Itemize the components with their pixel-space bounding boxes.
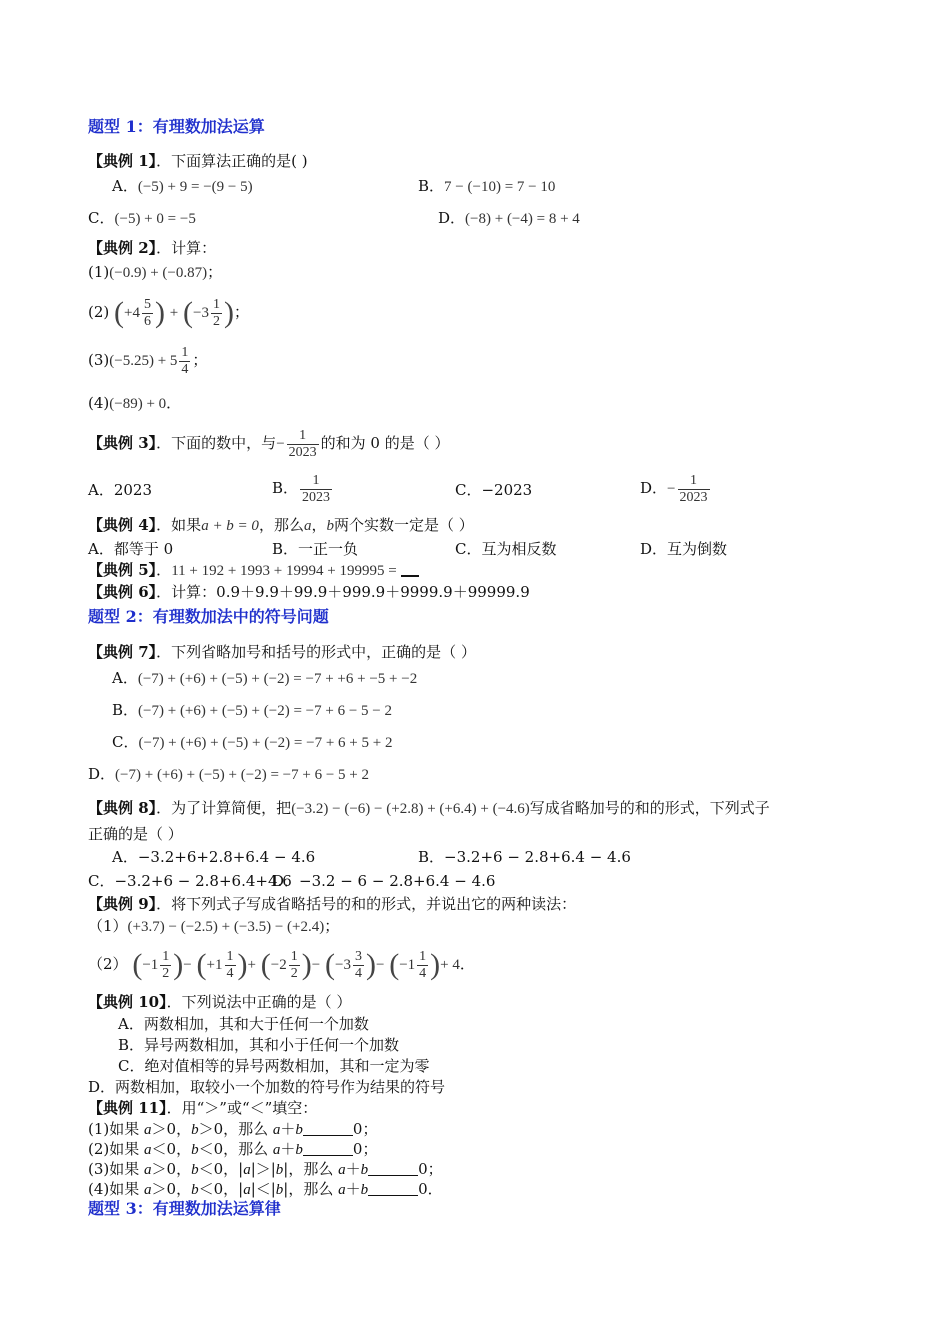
example-9-stem — [88, 894, 576, 914]
example-3-option-c: C．−2023 — [455, 481, 533, 499]
stem-text: ， — [311, 516, 327, 534]
numerator: 1 — [181, 344, 189, 360]
numerator: 1 — [312, 472, 320, 488]
text: |，那么 — [283, 1160, 339, 1178]
term-whole: +1 — [206, 957, 223, 973]
variable: a — [243, 1162, 251, 1178]
operator: − — [183, 957, 192, 973]
example-9-part-1 — [88, 916, 339, 937]
denominator: 2023 — [302, 489, 331, 505]
text: ＋ — [345, 1180, 361, 1198]
example-11-tag: 【典例 11】 — [88, 1099, 167, 1117]
fraction — [160, 949, 171, 982]
part-label: (4) — [88, 394, 110, 412]
text: ＜0， — [151, 1140, 192, 1158]
part-math: (−89) + 0 — [109, 396, 167, 412]
variable: b — [275, 1162, 284, 1178]
denominator: 2 — [213, 313, 220, 329]
stem-text: ．下面的数中，与 — [156, 434, 277, 452]
stem-text: ．计算：0.9＋9.9＋99.9＋999.9＋9999.9＋99999.9 — [156, 583, 530, 601]
minus-sign: − — [667, 481, 676, 497]
option-label: D． — [88, 765, 116, 783]
mixed-term-1: ( −1 $\frac{1}{2}$ ) — [132, 943, 183, 987]
section-3-title: 题型 3：有理数加法运算律 — [88, 1199, 281, 1218]
text: ＜0，| — [198, 1180, 244, 1198]
variable: b — [295, 1142, 303, 1158]
operator: − — [311, 957, 321, 973]
option-label: D． — [640, 479, 668, 497]
part-end: ； — [207, 263, 223, 281]
part-math: (−0.9) + (−0.87) — [109, 265, 208, 281]
mixed-term-5: ( −1 $\frac{1}{4}$ ) — [389, 943, 440, 987]
term-whole: −1 — [399, 957, 416, 973]
example-3-stem — [88, 424, 450, 464]
variable-b: b — [326, 518, 334, 534]
example-10-option-a: A．两数相加，其和大于任何一个加数 — [118, 1015, 369, 1033]
part-end: ． — [459, 955, 475, 973]
example-10-option-b: B．异号两数相加，其和小于任何一个加数 — [118, 1036, 400, 1054]
example-5-tag: 【典例 5】 — [88, 561, 157, 579]
stem-text: ． — [156, 561, 172, 579]
example-4-option-c: C．互为相反数 — [455, 540, 557, 558]
variable: b — [191, 1122, 199, 1138]
text: ＋ — [280, 1140, 296, 1158]
example-11-part-2 — [88, 1139, 377, 1160]
option-label: B． — [272, 479, 299, 497]
variable: a — [272, 1142, 281, 1158]
example-8-tag: 【典例 8】 — [88, 799, 157, 817]
variable: a — [144, 1162, 152, 1178]
example-4-stem — [88, 515, 474, 536]
option-b-label: B． — [418, 177, 445, 195]
option-d-label: D． — [438, 209, 466, 227]
example-6-tag: 【典例 6】 — [88, 583, 157, 601]
example-8-option-d: D．−3.2 − 6 − 2.8+6.4 − 4.6 — [272, 872, 496, 890]
stem-text: ．将下列式子写成省略括号的和的形式，并说出它的两种读法： — [156, 895, 577, 913]
section-2-title: 题型 2：有理数加法中的符号问题 — [88, 607, 329, 626]
part-label: (1) — [88, 263, 110, 281]
stem-text: ，那么 — [258, 516, 304, 534]
text: (4)如果 — [88, 1180, 145, 1198]
option-b-math: 7 − (−10) = 7 − 10 — [444, 179, 556, 195]
option-math: (−7) + (+6) + (−5) + (−2) = −7 + +6 + −5 + −2 — [137, 671, 418, 687]
text: (1)如果 — [88, 1120, 145, 1138]
example-8-stem — [88, 798, 770, 819]
example-3-tag: 【典例 3】 — [88, 434, 157, 452]
example-2-part-4 — [88, 393, 181, 414]
text: (3)如果 — [88, 1160, 145, 1178]
answer-blank[interactable] — [303, 1121, 353, 1136]
numerator: 3 — [354, 948, 362, 964]
example-4-option-a: A．都等于 0 — [88, 540, 174, 558]
answer-blank[interactable] — [303, 1141, 353, 1156]
numerator: 1 — [419, 948, 427, 964]
text: ＋ — [280, 1120, 296, 1138]
section-1-title: 题型 1：有理数加法运算 — [88, 117, 265, 136]
example-10-option-d: D．两数相加，取较小一个加数的符号作为结果的符号 — [88, 1078, 446, 1096]
example-3-option-b — [272, 468, 334, 510]
example-5-stem — [88, 560, 419, 581]
denominator: 2 — [162, 965, 170, 981]
denominator: 4 — [181, 361, 189, 377]
numerator: 1 — [690, 472, 697, 488]
expression-math: (−3.2) − (−6) − (+2.8) + (+6.4) + (−4.6) — [291, 801, 530, 817]
part-label: (3) — [88, 351, 110, 369]
variable: b — [360, 1182, 369, 1198]
fraction — [300, 473, 332, 506]
variable: a — [338, 1182, 346, 1198]
stem-text: 写成省略加号的和的形式，下列式子 — [529, 799, 770, 817]
option-d-math: (−8) + (−4) = 8 + 4 — [465, 211, 580, 227]
example-7-tag: 【典例 7】 — [88, 643, 157, 661]
term-whole: −1 — [142, 957, 159, 973]
option-label: B． — [112, 701, 139, 719]
text: |＜| — [250, 1180, 276, 1198]
example-11-part-3 — [88, 1159, 443, 1180]
variable: a — [144, 1182, 152, 1198]
example-11-part-4 — [88, 1179, 443, 1200]
variable: b — [295, 1122, 303, 1138]
option-math: (−7) + (+6) + (−5) + (−2) = −7 + 6 − 5 + 2 — [115, 767, 370, 783]
example-10-tag: 【典例 10】 — [88, 993, 167, 1011]
example-11-stem — [88, 1098, 317, 1118]
text: 0； — [352, 1120, 378, 1138]
expression-math: 11 + 192 + 1993 + 19994 + 199995 = — [171, 563, 397, 579]
term-whole: −2 — [270, 957, 287, 973]
example-1-option-b — [418, 176, 555, 197]
text: ＜0，| — [198, 1160, 244, 1178]
example-6-stem — [88, 582, 530, 602]
fraction — [353, 949, 364, 982]
example-7-stem — [88, 642, 476, 662]
numerator: 5 — [144, 296, 151, 312]
text: |＞| — [250, 1160, 276, 1178]
part-math: (+3.7) − (−2.5) + (−3.5) − (+2.4) — [127, 919, 325, 935]
variable: b — [191, 1142, 199, 1158]
variable: a — [272, 1122, 281, 1138]
part-end: ； — [324, 917, 340, 935]
example-1-option-d — [438, 208, 580, 229]
part-label: （1） — [88, 917, 128, 935]
mixed-term-1: ( +4 $\frac{5}{6}$ ) — [114, 293, 165, 333]
stem-text: ．下列省略加号和括号的形式中，正确的是（ ） — [156, 643, 476, 661]
numerator: 1 — [290, 948, 298, 964]
text: ＞0， — [151, 1120, 192, 1138]
option-a-math: (−5) + 9 = −(9 − 5) — [137, 179, 253, 195]
answer-blank[interactable] — [368, 1161, 418, 1176]
text: 0； — [352, 1140, 378, 1158]
stem-text: ．下列说法中正确的是（ ） — [166, 993, 352, 1011]
denominator: 6 — [144, 313, 151, 329]
example-1-option-a — [112, 176, 253, 197]
stem-text: 的和为 0 的是（ ） — [320, 434, 450, 452]
text: (2)如果 — [88, 1140, 145, 1158]
example-10-stem — [88, 992, 351, 1012]
text: ＞0，那么 — [198, 1120, 273, 1138]
fraction — [211, 297, 222, 330]
variable: a — [338, 1162, 346, 1178]
variable: a — [243, 1182, 251, 1198]
fraction — [142, 297, 153, 330]
fraction — [225, 949, 236, 982]
example-1-tag: 【典例 1】 — [88, 152, 157, 170]
example-8-option-b: B．−3.2+6 − 2.8+6.4 − 4.6 — [418, 848, 631, 866]
example-2-part-2 — [88, 292, 249, 334]
fraction — [289, 949, 300, 982]
variable: b — [360, 1162, 369, 1178]
option-math: (−7) + (+6) + (−5) + (−2) = −7 + 6 − 5 − 2 — [138, 703, 393, 719]
text: 0． — [418, 1180, 443, 1198]
denominator: 4 — [226, 965, 234, 981]
mixed-term-2: ( +1 $\frac{1}{4}$ ) — [197, 943, 248, 987]
example-4-tag: 【典例 4】 — [88, 516, 157, 534]
stem-text: ．如果 — [156, 516, 202, 534]
denominator: 2 — [290, 965, 298, 981]
example-7-option-d — [88, 764, 369, 785]
example-4-option-d: D．互为倒数 — [640, 540, 728, 558]
part-label: （2） — [88, 955, 128, 973]
operator: − — [375, 957, 385, 973]
variable: b — [191, 1162, 199, 1178]
mixed-term-4: ( −3 $\frac{3}{4}$ ) — [325, 943, 376, 987]
example-11-part-1 — [88, 1119, 377, 1140]
denominator: 2023 — [679, 489, 708, 505]
example-1-stem — [88, 151, 308, 171]
variable-a: a — [303, 518, 312, 534]
numerator: 1 — [226, 948, 234, 964]
example-3-option-d — [640, 468, 712, 510]
mixed-term-3: ( −2 $\frac{1}{2}$ ) — [261, 943, 312, 987]
term-whole: −3 — [334, 957, 351, 973]
denominator: 4 — [419, 965, 427, 981]
denominator: 2023 — [288, 444, 317, 460]
example-3-option-a: A．2023 — [88, 481, 153, 499]
variable: b — [275, 1182, 284, 1198]
part-end: ． — [166, 394, 182, 412]
variable: a — [144, 1122, 152, 1138]
text: ＜0，那么 — [198, 1140, 273, 1158]
part-label: (2) — [88, 303, 110, 321]
option-label: C． — [112, 733, 139, 751]
stem-text: ．用“＞”或“＜”填空： — [166, 1099, 318, 1117]
answer-blank[interactable] — [401, 563, 419, 577]
plus-sign: + — [169, 305, 179, 321]
example-2-part-1 — [88, 262, 222, 283]
example-1-option-c — [88, 208, 196, 229]
example-7-option-a — [112, 668, 417, 689]
mixed-term-2: ( −3 $\frac{1}{2}$ ) — [183, 293, 234, 333]
fraction — [417, 949, 428, 982]
denominator: 4 — [354, 965, 362, 981]
part-end: ； — [192, 351, 208, 369]
minus-sign: − — [276, 436, 285, 452]
variable: b — [191, 1182, 199, 1198]
fraction — [287, 428, 319, 461]
example-10-option-c: C．绝对值相等的异号两数相加，其和一定为零 — [118, 1057, 430, 1075]
numerator: 1 — [299, 427, 307, 443]
answer-blank[interactable] — [368, 1181, 418, 1196]
part-math: (−5.25) + 5 — [109, 353, 178, 369]
example-4-option-b: B．一正一负 — [272, 540, 359, 558]
example-2-tag: 【典例 2】 — [88, 239, 157, 257]
example-7-option-c — [112, 732, 392, 753]
text: |，那么 — [283, 1180, 339, 1198]
term-whole: −3 — [193, 305, 209, 321]
stem-text: ．为了计算简便，把 — [156, 799, 292, 817]
example-2-stem — [88, 238, 216, 258]
text: ＞0， — [151, 1160, 192, 1178]
condition-math: a + b = 0 — [201, 518, 259, 534]
operator: + — [247, 957, 256, 973]
text: ＞0， — [151, 1180, 192, 1198]
part-end: ； — [234, 303, 250, 321]
text: 0； — [418, 1160, 443, 1178]
example-9-part-2 — [88, 942, 475, 988]
numerator: 1 — [162, 948, 170, 964]
variable: a — [144, 1142, 152, 1158]
option-math: (−7) + (+6) + (−5) + (−2) = −7 + 6 + 5 + 2 — [138, 735, 393, 751]
stem-text: 两个实数一定是（ ） — [333, 516, 474, 534]
text: ＋ — [345, 1160, 361, 1178]
example-9-tag: 【典例 9】 — [88, 895, 157, 913]
example-8-stem-cont: 正确的是（ ） — [88, 825, 183, 843]
fraction — [179, 345, 190, 378]
tail-term: + 4 — [440, 957, 460, 973]
example-2-part-3 — [88, 340, 207, 380]
example-2-question: ．计算： — [156, 239, 217, 257]
option-c-label: C． — [88, 209, 115, 227]
example-1-question: ．下面算法正确的是( ) — [156, 152, 308, 170]
option-c-math: (−5) + 0 = −5 — [114, 211, 196, 227]
example-8-option-a: A．−3.2+6+2.8+6.4 − 4.6 — [112, 848, 316, 866]
option-a-label: A． — [112, 177, 138, 195]
example-8-option-c: C．−3.2+6 − 2.8+6.4+4.6 — [88, 872, 292, 890]
example-7-option-b — [112, 700, 392, 721]
option-label: A． — [112, 669, 138, 687]
numerator: 1 — [213, 296, 220, 312]
term-whole: +4 — [124, 305, 140, 321]
fraction — [678, 473, 710, 506]
